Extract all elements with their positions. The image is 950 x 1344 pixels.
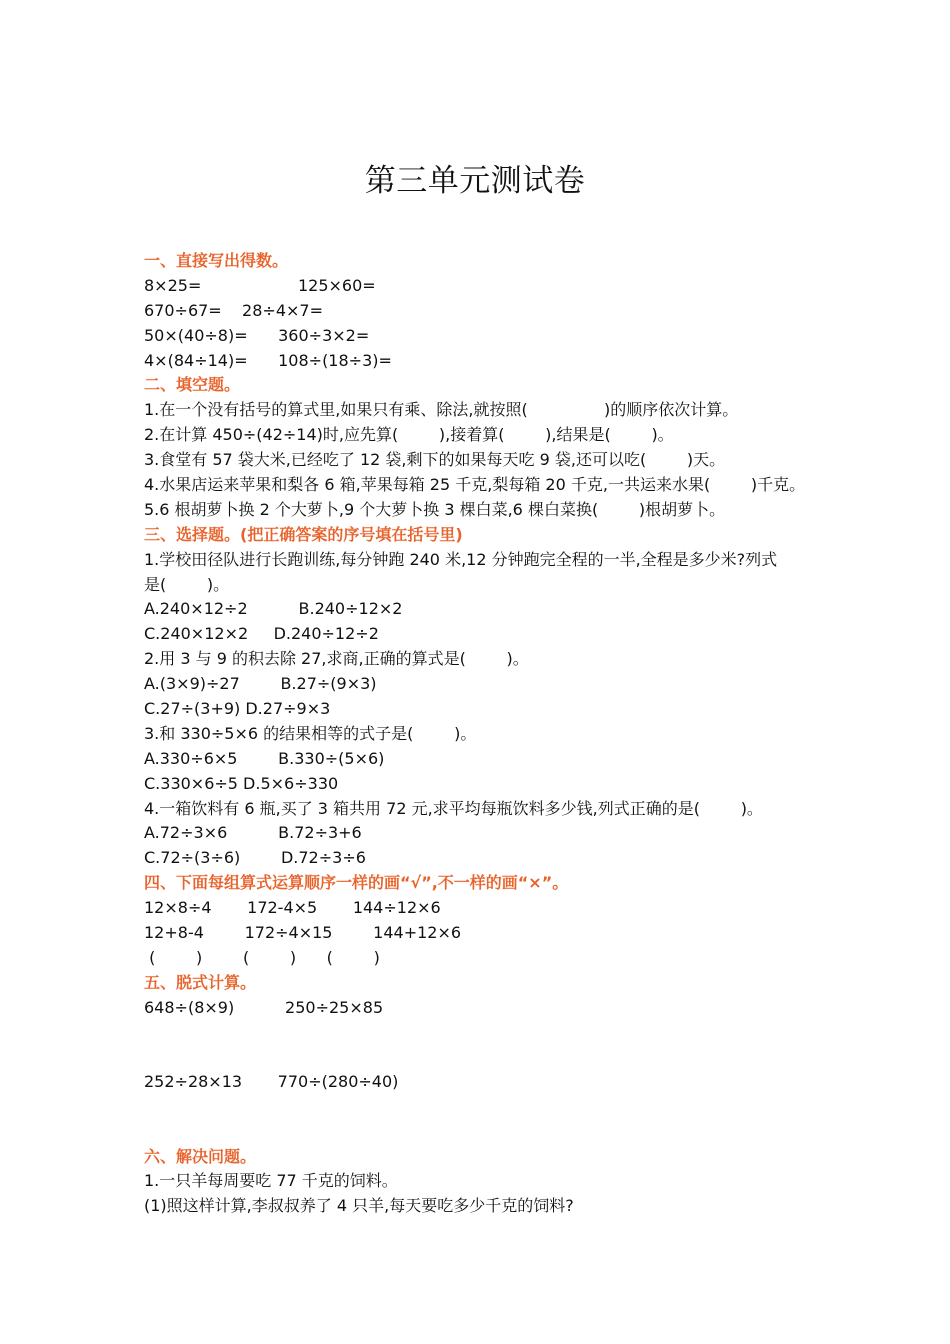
section-3-line: C.27÷(3+9) D.27÷9×3 (144, 699, 331, 719)
worksheet-content (144, 249, 824, 1219)
section-2-line: 2.在计算 450÷(42÷14)时,应先算( ),接着算( ),结果是( )。 (144, 425, 674, 445)
section-6-line: 1.一只羊每周要吃 77 千克的饲料。 (144, 1171, 398, 1191)
section-2-line: 4.水果店运来苹果和梨各 6 箱,苹果每箱 25 千克,梨每箱 20 千克,一共运来水果( )千克。 (144, 475, 806, 495)
section-3-line: 1.学校田径队进行长跑训练,每分钟跑 240 米,12 分钟跑完全程的一半,全程是多少米?列式 (144, 549, 778, 569)
section-3-line: C.72÷(3÷6) D.72÷3÷6 (144, 848, 366, 868)
work-space (144, 1021, 824, 1070)
section-5-line: 648÷(8×9) 250÷25×85 (144, 997, 384, 1017)
section-3-line: 是( )。 (144, 574, 230, 594)
section-3-line: A.(3×9)÷27 B.27÷(9×3) (144, 674, 377, 694)
section-1-line: 50×(40÷8)= 360÷3×2= (144, 325, 370, 345)
section-3-line: 3.和 330÷5×6 的结果相等的式子是( )。 (144, 723, 477, 743)
section-1-line: 670÷67= 28÷4×7= (144, 300, 323, 320)
section-3-line: C.330×6÷5 D.5×6÷330 (144, 773, 339, 793)
section-4-line: 12+8-4 172÷4×15 144+12×6 (144, 923, 462, 943)
page-title: 第三单元测试卷 (364, 163, 586, 199)
section-4-line: 12×8÷4 172-4×5 144÷12×6 (144, 898, 441, 918)
section-1-heading: 一、直接写出得数。 (144, 251, 289, 270)
section-1-line: 8×25= 125×60= (144, 275, 376, 295)
section-2-line: 3.食堂有 57 袋大米,已经吃了 12 袋,剩下的如果每天吃 9 袋,还可以吃( )天。 (144, 450, 726, 470)
section-6-heading: 六、解决问题。 (144, 1146, 257, 1166)
section-3-line: 2.用 3 与 9 的积去除 27,求商,正确的算式是( )。 (144, 649, 529, 669)
section-2-heading: 二、填空题。 (144, 375, 241, 395)
section-2-line: 5.6 根胡萝卜换 2 个大萝卜,9 个大萝卜换 3 棵白菜,6 棵白菜换( )根胡萝卜。 (144, 499, 726, 519)
section-5-heading: 五、脱式计算。 (144, 972, 257, 992)
section-1-line: 4×(84÷14)= 108÷(18÷3)= (144, 350, 392, 370)
section-3-line: A.72÷3×6 B.72÷3+6 (144, 823, 362, 843)
section-3-line: 4.一箱饮料有 6 瓶,买了 3 箱共用 72 元,求平均每瓶饮料多少钱,列式正确的是( )。 (144, 798, 763, 818)
work-space (144, 1095, 824, 1145)
section-4-heading: 四、下面每组算式运算顺序一样的画“√”,不一样的画“×”。 (144, 873, 569, 893)
section-3-heading: 三、选择题。(把正确答案的序号填在括号里) (144, 524, 463, 544)
section-2-line: 1.在一个没有括号的算式里,如果只有乘、除法,就按照( )的顺序依次计算。 (144, 400, 739, 420)
section-4-line: ( ) ( ) ( ) (144, 947, 380, 967)
section-6-line: (1)照这样计算,李叔叔养了 4 只羊,每天要吃多少千克的饲料? (144, 1196, 574, 1216)
section-5-line: 252÷28×13 770÷(280÷40) (144, 1071, 399, 1091)
section-3-line: A.240×12÷2 B.240÷12×2 (144, 599, 403, 619)
section-3-line: C.240×12×2 D.240÷12÷2 (144, 624, 379, 644)
section-3-line: A.330÷6×5 B.330÷(5×6) (144, 748, 385, 768)
